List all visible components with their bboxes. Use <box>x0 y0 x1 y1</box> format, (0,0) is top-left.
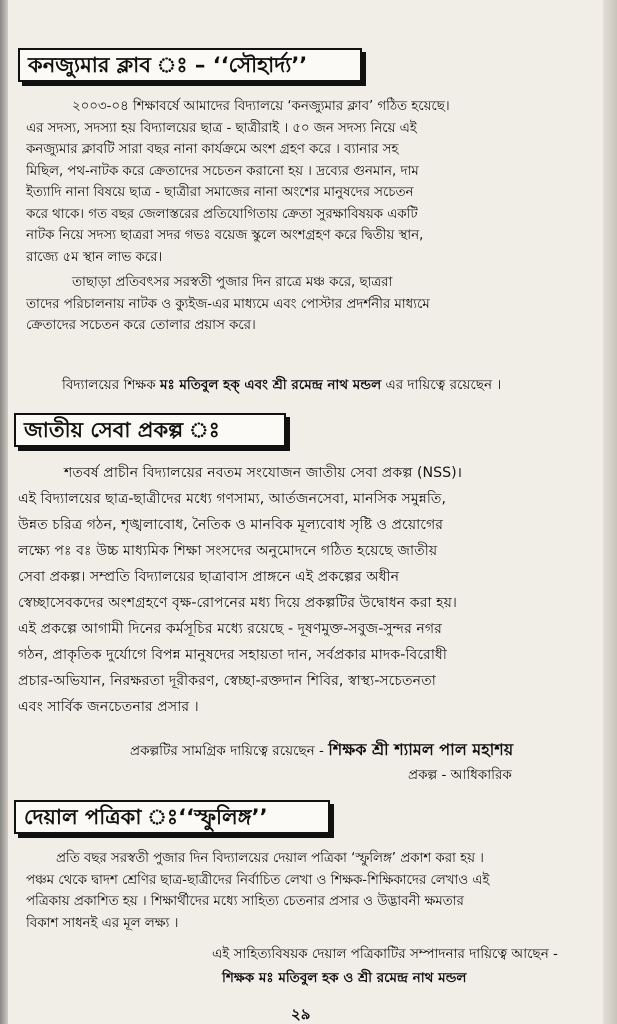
body-line: উন্নত চরিত্র গঠন, শৃঙ্খলাবোধ, নৈতিক ও মানবিক মূল্যবোধ সৃষ্টি ও প্রয়োগের <box>18 517 444 533</box>
wall-magazine-credit: এই সাহিত্যবিষয়ক দেয়াল পত্রিকাটির সম্পাদনার দায়িত্বে আছেন - <box>212 946 558 962</box>
consumer-club-body <box>26 96 598 337</box>
heading-wall-magazine: দেয়াল পত্রিকা ঃ‘‘স্ফুলিঙ্গ’’ <box>14 800 330 834</box>
credit-prefix: বিদ্যালয়ের শিক্ষক <box>62 377 156 393</box>
body-line: তাছাড়া প্রতিবৎসর সরস্বতী পুজার দিন রাত্রে মঞ্চ করে, ছাত্ররা <box>72 275 393 290</box>
credit-name: শিক্ষক শ্রী শ্যামল পাল মহাশয় <box>328 740 514 759</box>
heading-nss: জাতীয় সেবা প্রকল্প ঃ <box>14 413 286 447</box>
page-binding-edge <box>0 0 8 1024</box>
body-line: সেবা প্রকল্প। সম্প্রতি বিদ্যালয়ের ছাত্রাবাস প্রাঙ্গনে এই প্রকল্পের অধীন <box>18 569 400 585</box>
credit-names: মঃ মতিবুল হক্ এবং শ্রী রমেন্দ্র নাথ মন্ডল <box>159 377 382 393</box>
body-line: ইত্যাদি নানা বিষয়ে ছাত্র - ছাত্রীরা সমাজের নানা অংশের মানুষদের সচেতন <box>26 185 414 200</box>
body-line: রাজ্যে ৫ম স্থান লাভ করে। <box>26 249 163 265</box>
wall-magazine-body <box>26 848 600 934</box>
body-line: পঞ্চম থেকে দ্বাদশ শ্রেণির ছাত্র-ছাত্রীদের নির্বাচিত লেখা ও শিক্ষক-শিক্ষিকাদের লেখাও এই <box>26 872 490 888</box>
body-line: ক্রেতাদের সচেতন করে তোলার প্রয়াস করে। <box>26 318 256 333</box>
credit-names: শিক্ষক মঃ মতিবুল হক ও শ্রী রমেন্দ্র নাথ মন্ডল <box>222 970 467 986</box>
nss-body <box>18 460 600 720</box>
nss-credit-role: প্রকল্প - আধিকারিক <box>408 767 512 783</box>
body-line: পত্রিকায় প্রকাশিত হয় । শিক্ষার্থীদের মধ্যে সাহিত্য চেতনার প্রসার ও উদ্ভাবনী ক্ষমতার <box>26 894 464 909</box>
nss-credit <box>130 737 513 764</box>
body-line: শতবর্ষ প্রাচীন বিদ্যালয়ের নবতম সংযোজন জাতীয় সেবা প্রকল্প (NSS)। <box>64 465 463 481</box>
body-line: কনজ্যুমার ক্লাবটি সারা বছর নানা কার্যক্রমে অংশ গ্রহণ করে । ব্যানার সহ <box>26 142 399 157</box>
body-line: স্বেচ্ছাসেবকদের অংশগ্রহণে বৃক্ষ-রোপনের মধ্য দিয়ে প্রকল্পটির উদ্বোধন করা হয়। <box>18 595 458 611</box>
body-line: লক্ষ্যে পঃ বঃ উচ্চ মাধ্যমিক শিক্ষা সংসদের অনুমোদনে গঠিত হয়েছে জাতীয় <box>18 543 438 559</box>
credit-prefix: প্রকল্পটির সামগ্রিক দায়িত্বে রয়েছেন - <box>130 743 324 759</box>
body-line: বিকাশ সাধনই এর মূল লক্ষ্য । <box>26 915 179 931</box>
body-line: নাটক নিয়ে সদস্য ছাত্ররা সদর গভঃ বয়েজ স্কুলে অংশগ্রহণ করে দ্বিতীয় স্থান, <box>26 228 424 243</box>
body-line: গঠন, প্রাকৃতিক দুর্যোগে বিপন্ন মানুষদের সহায়তা দান, সর্বপ্রকার মাদক-বিরোধী <box>18 647 447 663</box>
wall-magazine-credit-names <box>222 967 466 990</box>
body-line: এই প্রকল্পে আগামী দিনের কর্মসূচির মধ্যে রয়েছে - দূষণমুক্ত-সবুজ-সুন্দর নগর <box>18 621 442 637</box>
page-margin-shadow <box>603 0 617 1024</box>
page-number: ২৯ <box>291 1005 311 1023</box>
body-line: মিছিল, পথ-নাটক করে ক্রেতাদের সচেতন করানো হয় । দ্রব্যের গুনমান, দাম <box>26 163 419 179</box>
consumer-club-credit <box>62 374 501 397</box>
body-line: করে থাকে। গত বছর জেলাস্তরের প্রতিযোগিতায় ক্রেতা সুরক্ষাবিষয়ক একটি <box>26 206 418 222</box>
heading-consumer-club: কনজ্যুমার ক্লাব ঃ – ‘‘সৌহার্দ্য’’ <box>18 48 362 82</box>
credit-suffix: এর দায়িত্বে রয়েছেন । <box>385 377 502 393</box>
body-line: প্রচার-অভিযান, নিরক্ষরতা দূরীকরণ, স্বেচ্ছা-রক্তদান শিবির, স্বাস্থ্য-সচেতনতা <box>18 673 436 689</box>
body-line: ২০০৩-০৪ শিক্ষাবর্ষে আমাদের বিদ্যালয়ে ‘কনজ্যুমার ক্লাব’ গঠিত হয়েছে। <box>72 99 450 114</box>
body-line: এবং সার্বিক জনচেতনার প্রসার । <box>18 699 199 715</box>
body-line: এই বিদ্যালয়ের ছাত্র-ছাত্রীদের মধ্যে গণসাম্য, আর্তজনসেবা, মানসিক সমুন্নতি, <box>18 491 447 507</box>
body-line: এর সদস্য, সদস্যা হয় বিদ্যালয়ের ছাত্র - ছাত্রীরাই । ৫০ জন সদস্য নিয়ে এই <box>26 120 417 136</box>
body-line: তাদের পরিচালনায় নাটক ও ক্যুইজ-এর মাধ্যমে এবং পোস্টার প্রদর্শনীর মাধ্যমে <box>26 296 430 312</box>
body-line: প্রতি বছর সরস্বতী পুজার দিন বিদ্যালয়ের দেয়াল পত্রিকা ‘স্ফুলিঙ্গ’ প্রকাশ করা হয় । <box>56 851 484 866</box>
